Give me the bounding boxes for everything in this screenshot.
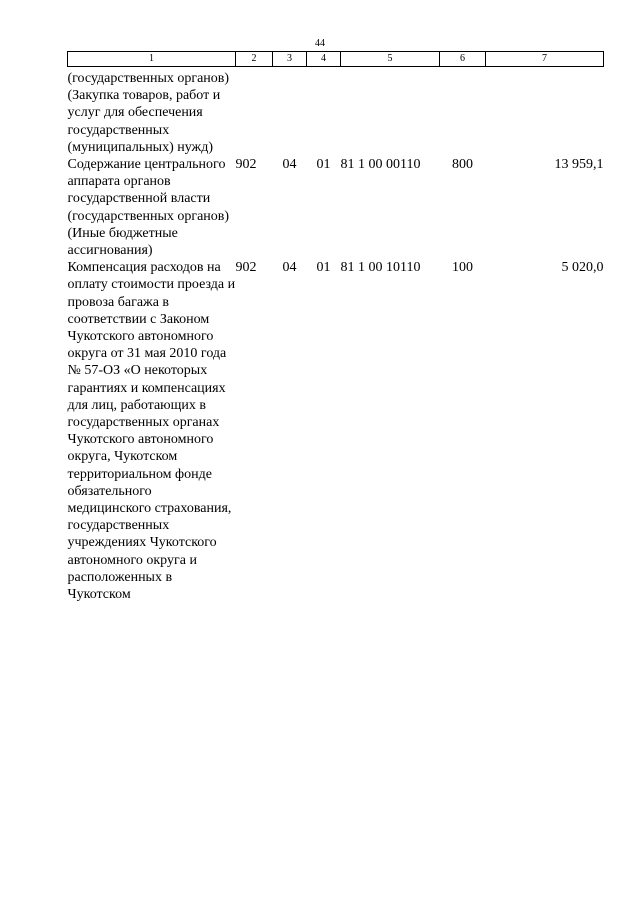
- row-section: [273, 70, 307, 156]
- page-number: 44: [315, 38, 325, 49]
- row-amount: [486, 70, 604, 156]
- row-target-article: 81 1 00 00110: [340, 157, 421, 173]
- table-row: [68, 156, 604, 259]
- budget-table: [67, 51, 604, 603]
- row-name: Компенсация расходов на оплату стоимости проезда и провоза багажа в соответствии с Законом Чукотского автономного округа от 31 мая 2010 года № 57-ОЗ «О некоторых гарантиях и компенсациях для лиц, работающих в государственных органах Чукотского автономного округа, Чукотском территориальном фонде обязательного медицинского страхования, государственных учреждениях Чукотского автономного округа и расположенных в Чукотском: [67, 260, 236, 603]
- row-section: 04: [282, 157, 297, 173]
- table-row: [68, 259, 604, 603]
- row-ministry-code: 902: [235, 260, 257, 276]
- header-col-4: 4: [307, 52, 341, 67]
- row-subsection: 01: [316, 157, 331, 173]
- row-target-article: 81 1 00 10110: [340, 260, 421, 276]
- row-ministry-code: 902: [235, 157, 257, 173]
- row-amount: 5 020,0: [561, 260, 604, 276]
- row-ministry-code: [236, 70, 273, 156]
- header-col-3: 3: [273, 52, 307, 67]
- row-expense-type: 100: [452, 260, 473, 276]
- header-col-1: 1: [68, 52, 236, 67]
- header-col-5: 5: [341, 52, 440, 67]
- row-expense-type: [440, 70, 486, 156]
- header-col-6: 6: [440, 52, 486, 67]
- table-row: [68, 70, 604, 156]
- row-subsection: 01: [316, 260, 331, 276]
- row-name: Содержание центрального аппарата органов государственной власти (государственных органов) (Иные бюджетные ассигнования): [67, 157, 230, 259]
- row-amount: 13 959,1: [554, 157, 604, 173]
- row-name: (государственных органов) (Закупка товаров, работ и услуг для обеспечения государственных (муниципальных) нужд): [67, 71, 230, 155]
- row-subsection: [307, 70, 341, 156]
- header-col-2: 2: [236, 52, 273, 67]
- header-col-7: 7: [486, 52, 604, 67]
- header-row: [68, 52, 604, 67]
- row-target-article: [341, 70, 440, 156]
- row-expense-type: 800: [452, 157, 473, 173]
- row-section: 04: [282, 260, 297, 276]
